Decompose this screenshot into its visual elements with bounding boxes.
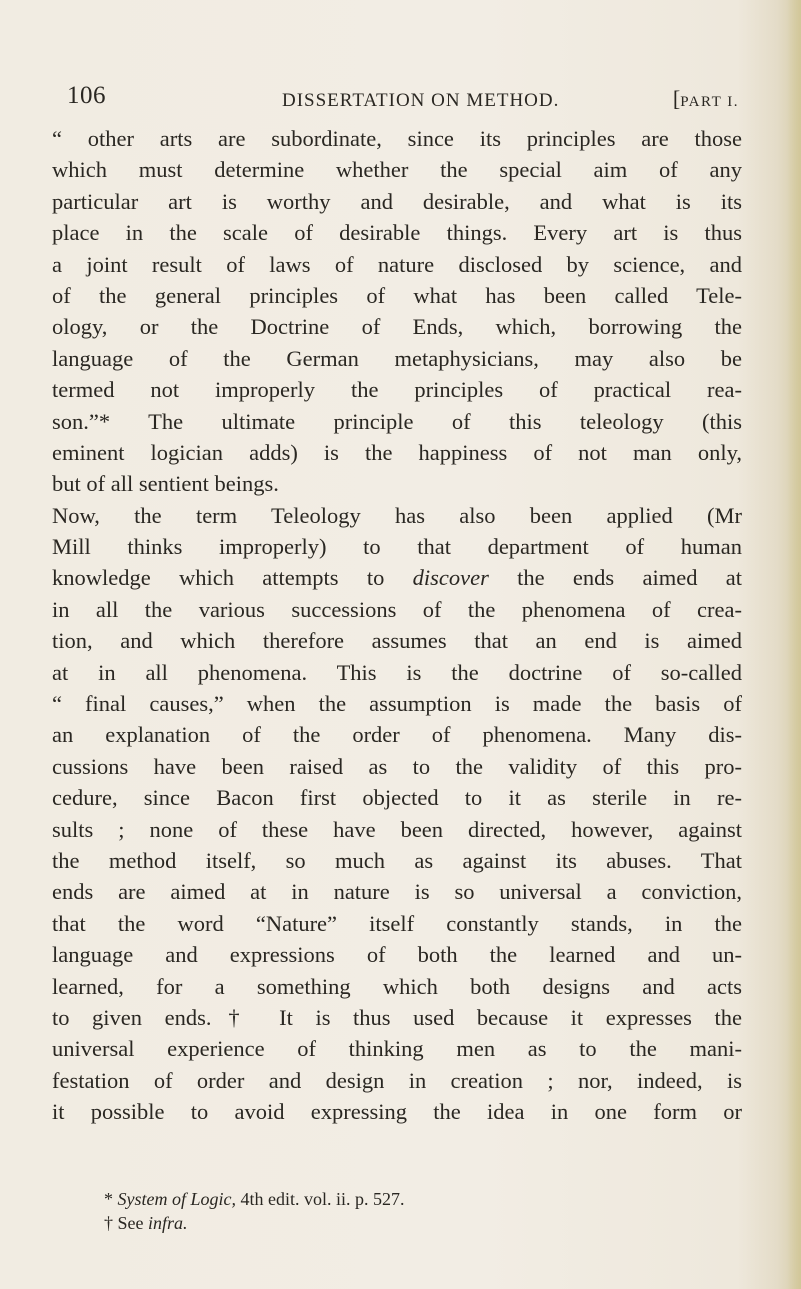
text-line: cedure, since Bacon first objected to it as sterile in re- [52, 785, 742, 811]
footnote-mark: † See [104, 1213, 148, 1233]
text-line: tion, and which therefore assumes that an end is aimed [52, 628, 742, 654]
running-head: DISSERTATION ON METHOD. [282, 90, 560, 111]
text-line: place in the scale of desirable things. Every art is thus [52, 220, 742, 246]
footnote-mark: * [104, 1189, 118, 1209]
paragraph-start-line: Now, the term Teleology has also been applied (Mr [52, 502, 742, 528]
footnote-reference: infra. [148, 1213, 188, 1233]
text-line: son.”* The ultimate principle of this teleology (this [52, 408, 742, 434]
line-segment: knowledge which attempts to [52, 565, 413, 591]
footnote-title: System of Logic, [117, 1189, 236, 1209]
text-line: “ other arts are subordinate, since its principles are those [52, 126, 742, 151]
line-segment: the ends aimed at [488, 565, 742, 591]
text-line: of the general principles of what has been called Tele- [52, 282, 742, 308]
footnote-1 [104, 1187, 744, 1211]
text-line: it possible to avoid expressing the idea in one form or [52, 1099, 742, 1125]
text-line: termed not improperly the principles of practical rea- [52, 377, 742, 403]
text-line: learned, for a something which both designs and acts [52, 973, 742, 999]
text-line: festation of order and design in creation ; nor, indeed, is [52, 1067, 742, 1093]
footnote-text: 4th edit. vol. ii. p. 527. [236, 1189, 405, 1209]
text-line: Mill thinks improperly) to that department of human [52, 534, 742, 560]
italic-word: discover [412, 565, 489, 591]
part-label [673, 86, 739, 112]
text-line: at in all phenomena. This is the doctrine of so-called [52, 659, 742, 685]
part-bracket: [ [672, 86, 681, 111]
page-number: 106 [67, 82, 106, 109]
text-line: “ final causes,” when the assumption is made the basis of [52, 691, 742, 717]
text-line-with-italic [52, 562, 742, 593]
text-line: sults ; none of these have been directed, however, against [52, 816, 742, 842]
text-line: ends are aimed at in nature is so universal a conviction, [52, 879, 742, 905]
page-header [67, 82, 739, 114]
text-line: universal experience of thinking men as to the mani- [52, 1036, 742, 1062]
text-line: to given ends.† It is thus used because it expresses the [52, 1004, 742, 1030]
text-line: language and expressions of both the learned and un- [52, 942, 742, 968]
text-line: a joint result of laws of nature disclosed by science, and [52, 251, 742, 277]
text-line: that the word “Nature” itself constantly stands, in the [52, 910, 742, 936]
text-line: which must determine whether the special aim of any [52, 157, 742, 183]
text-line: particular art is worthy and desirable, and what is its [52, 188, 742, 214]
footnotes [104, 1187, 744, 1235]
text-line: an explanation of the order of phenomena. Many dis- [52, 722, 742, 748]
body-text [52, 123, 742, 1128]
text-line: language of the German metaphysicians, may also be [52, 345, 742, 371]
page-edge-shadow [787, 0, 801, 1289]
paragraph-end-line: but of all sentient beings. [52, 471, 279, 497]
footnote-2 [104, 1211, 744, 1235]
text-line: cussions have been raised as to the validity of this pro- [52, 753, 742, 779]
text-line: ology, or the Doctrine of Ends, which, borrowing the [52, 314, 742, 340]
part-label-text: PART I. [680, 94, 739, 110]
text-line: eminent logician adds) is the happiness of not man only, [52, 439, 742, 465]
text-line: in all the various successions of the phenomena of crea- [52, 596, 742, 622]
text-line: the method itself, so much as against its abuses. That [52, 847, 742, 873]
